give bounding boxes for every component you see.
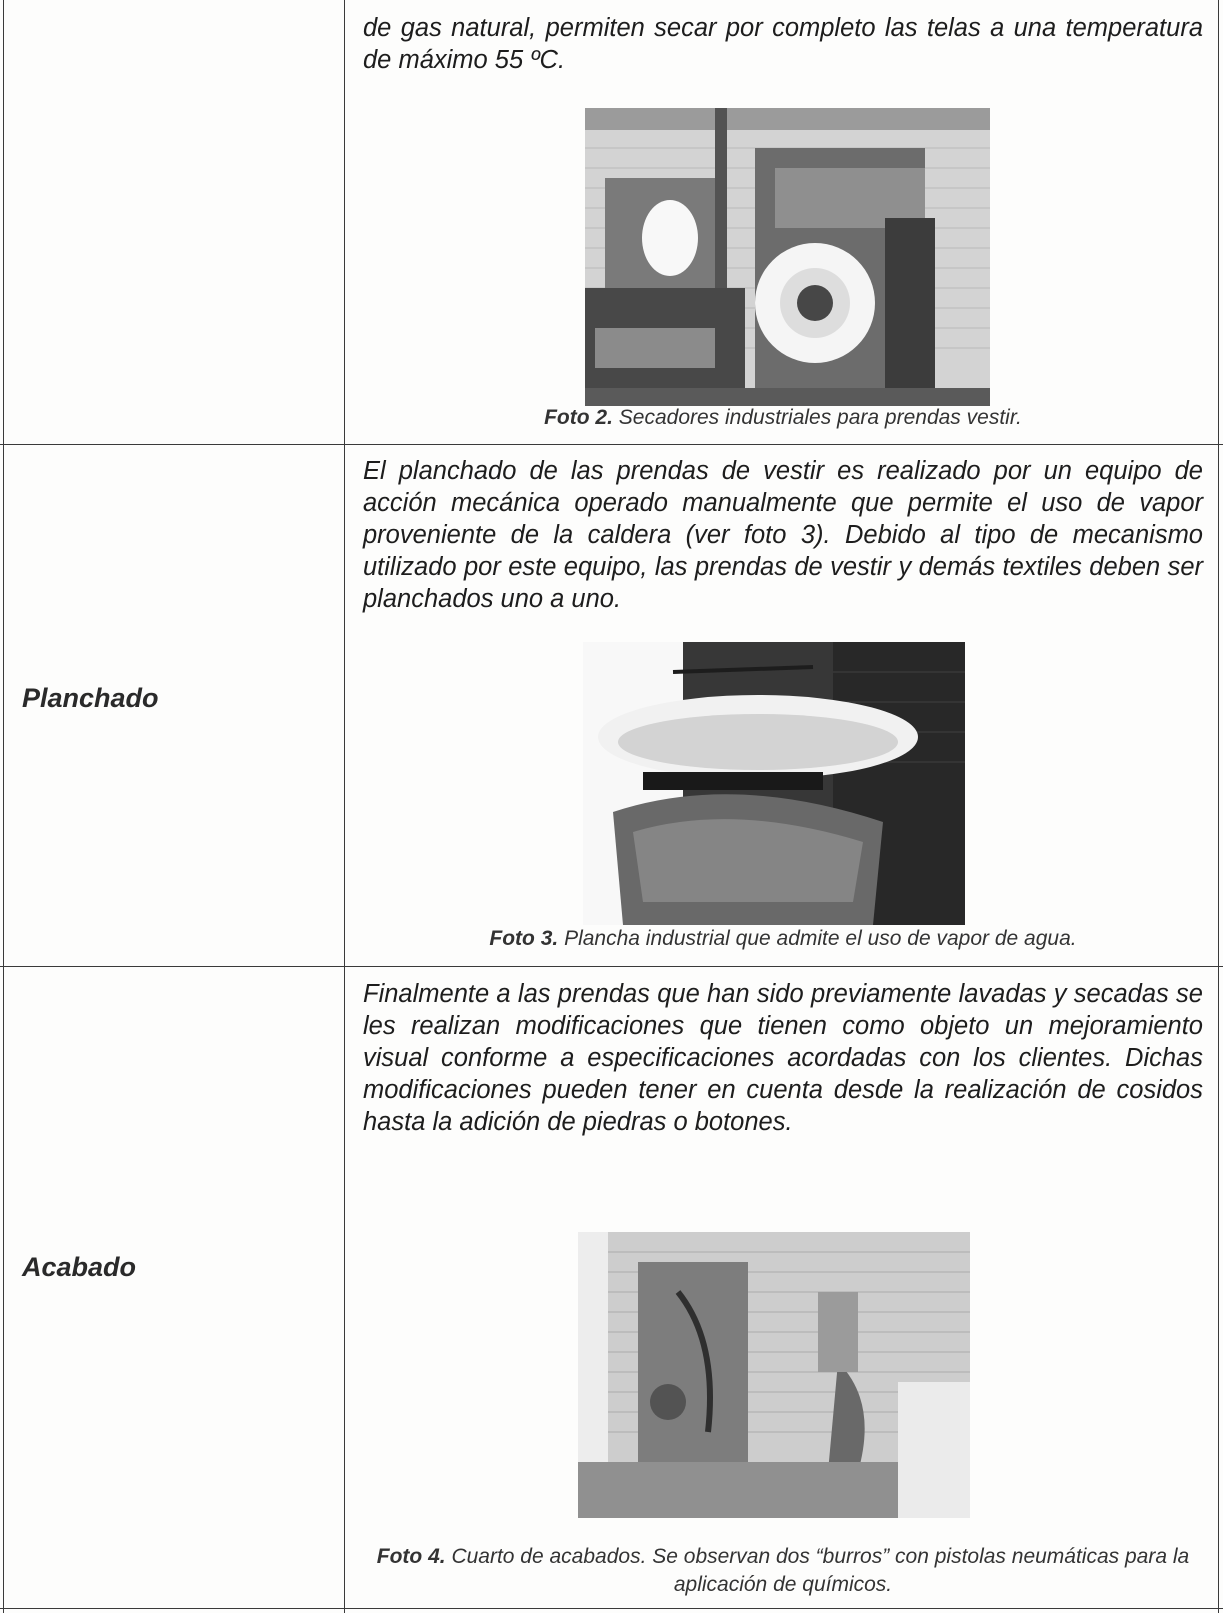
- photo-caption: [343, 404, 1223, 432]
- table-column-divider: [344, 0, 345, 1613]
- row-divider: [0, 444, 1223, 445]
- caption-text: Cuarto de acabados. Se observan dos “burros” con pistolas neumáticas para la aplicación de químicos.: [445, 1545, 1190, 1596]
- caption-text: Plancha industrial que admite el uso de vapor de agua.: [558, 927, 1077, 950]
- row-description: El planchado de las prendas de vestir es realizado por un equipo de acción mecánica operado manualmente que permite el uso de vapor proveniente de la caldera (ver foto 3). Debido al tipo de mecanismo utilizado por este equipo, las prendas de vestir y demás textiles deben ser planchados uno a uno.: [363, 457, 1203, 613]
- caption-number: Foto 3.: [489, 927, 559, 950]
- photo-plancha: [583, 642, 965, 925]
- caption-number: Foto 4.: [376, 1545, 446, 1568]
- table-bottom-border: [0, 1608, 1223, 1609]
- photo-secadores: [585, 108, 990, 406]
- row-description: Finalmente a las prendas que han sido previamente lavadas y secadas se les realizan modificaciones que tienen como objeto un mejoramiento visual conforme a especificaciones acordadas con los clientes. Dichas modificaciones pueden tener en cuenta desde la realización de cosidos hasta la adición de piedras o botones.: [363, 980, 1203, 1136]
- photo-caption: [343, 925, 1223, 953]
- table-left-border: [3, 0, 4, 1613]
- table-right-border: [1218, 0, 1219, 1613]
- row-label: Acabado: [22, 1252, 137, 1282]
- caption-text: Secadores industriales para prendas vestir.: [612, 406, 1022, 429]
- row-divider: [0, 966, 1223, 967]
- photo-cuarto-acabados: [578, 1232, 970, 1518]
- photo-caption: [343, 1543, 1223, 1599]
- row-label: Planchado: [22, 683, 159, 713]
- caption-number: Foto 2.: [544, 406, 613, 429]
- row-description: de gas natural, permiten secar por completo las telas a una temperatura de máximo 55 ºC.: [363, 14, 1203, 74]
